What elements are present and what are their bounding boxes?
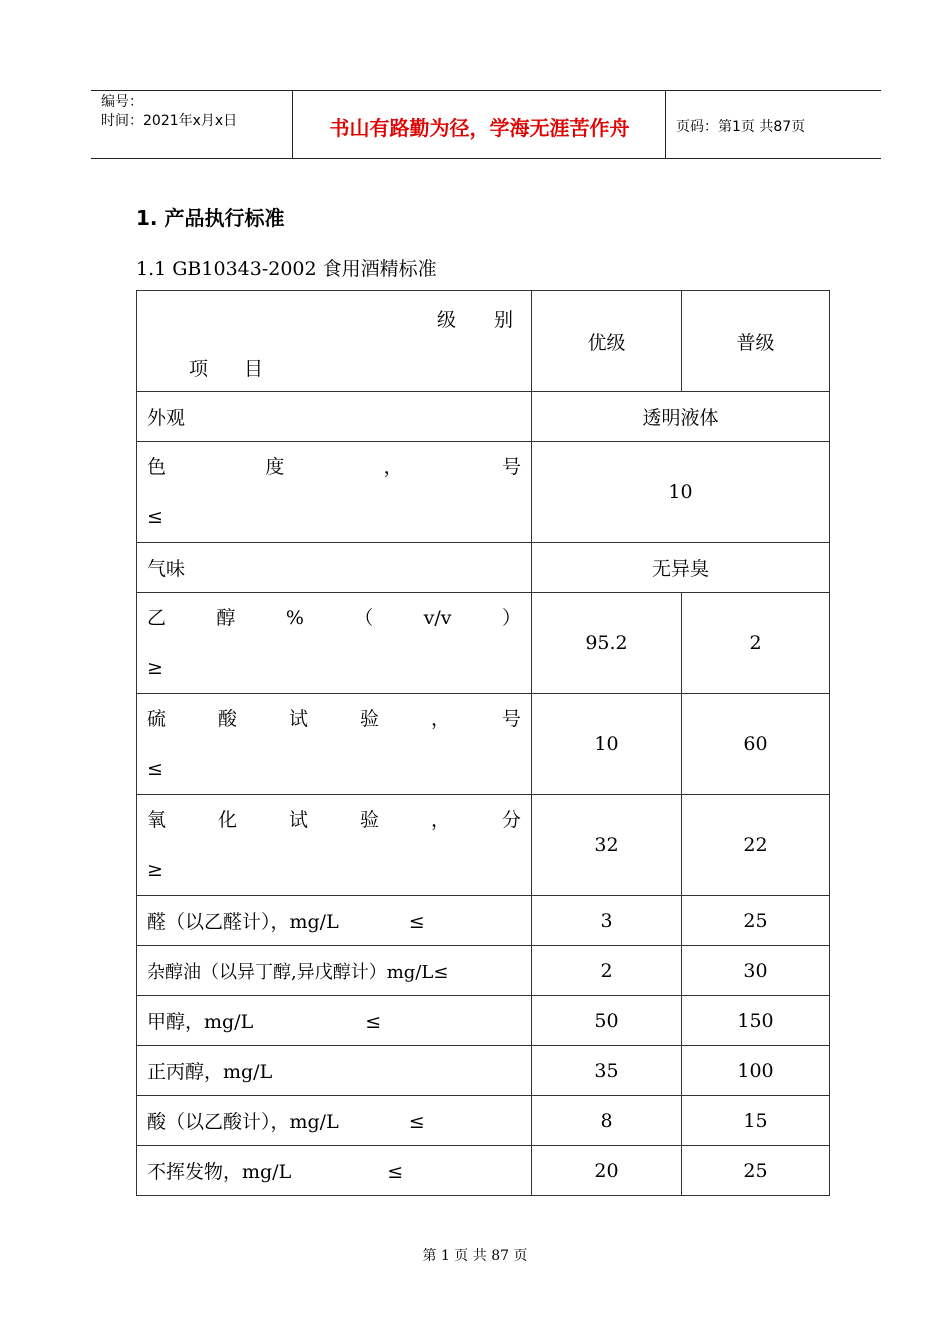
row-standard-value: 22 (682, 795, 830, 896)
row-premium-value: 2 (532, 946, 682, 996)
header-diagonal-cell (137, 291, 532, 392)
table-row (137, 795, 830, 896)
row-premium-value: 20 (532, 1146, 682, 1196)
row-merged-value: 无异臭 (532, 543, 830, 593)
header-motto: 书山有路勤为径，学海无涯苦作舟 (329, 116, 630, 140)
header-divider (292, 90, 293, 158)
row-standard-value: 60 (682, 694, 830, 795)
header-top-rule (91, 90, 881, 91)
row-item: 不挥发物，mg/L ≤ (137, 1146, 532, 1196)
header-page-info: 页码：第1页 共87页 (676, 119, 806, 135)
row-premium-value: 95.2 (532, 593, 682, 694)
item-label: 项 目 (189, 358, 264, 380)
table-row (137, 543, 830, 593)
doc-number-label: 编号： (101, 94, 143, 110)
row-standard-value: 25 (682, 1146, 830, 1196)
doc-time-label: 时间：2021年x月x日 (101, 113, 238, 129)
row-premium-value: 10 (532, 694, 682, 795)
spec-table (136, 290, 830, 1196)
table-row (137, 946, 830, 996)
column-header-premium: 优级 (532, 291, 682, 392)
row-premium-value: 3 (532, 896, 682, 946)
row-item: 硫 酸 试 验 ， 号 ≤ (137, 694, 532, 795)
table-row (137, 442, 830, 543)
row-standard-value: 15 (682, 1096, 830, 1146)
row-item: 酸（以乙酸计），mg/L ≤ (137, 1096, 532, 1146)
column-header-standard: 普级 (682, 291, 830, 392)
row-standard-value: 100 (682, 1046, 830, 1096)
row-item: 外观 (137, 392, 532, 442)
table-row (137, 694, 830, 795)
row-premium-value: 32 (532, 795, 682, 896)
row-standard-value: 150 (682, 996, 830, 1046)
table-header-row (137, 291, 830, 392)
row-premium-value: 35 (532, 1046, 682, 1096)
row-item: 杂醇油（以异丁醇,异戊醇计）mg/L≤ (137, 946, 532, 996)
level-label: 级 别 (436, 309, 513, 331)
header-bottom-rule (91, 158, 881, 159)
table-row (137, 896, 830, 946)
row-item: 乙 醇 % （ v/v ） ≥ (137, 593, 532, 694)
table-row (137, 593, 830, 694)
row-item: 甲醇，mg/L ≤ (137, 996, 532, 1046)
page-footer: 第 1 页 共 87 页 (422, 1248, 528, 1264)
table-row (137, 1046, 830, 1096)
table-row (137, 1096, 830, 1146)
header-meta (101, 93, 237, 131)
row-merged-value: 10 (532, 442, 830, 543)
table-row (137, 392, 830, 442)
row-premium-value: 50 (532, 996, 682, 1046)
row-item: 醛（以乙醛计），mg/L ≤ (137, 896, 532, 946)
row-premium-value: 8 (532, 1096, 682, 1146)
row-item: 气味 (137, 543, 532, 593)
row-standard-value: 25 (682, 896, 830, 946)
section-subtitle: 1.1 GB10343-2002 食用酒精标准 (136, 258, 437, 280)
section-title: 1. 产品执行标准 (136, 206, 285, 230)
header-divider (665, 90, 666, 158)
row-item: 氧 化 试 验 ， 分 ≥ (137, 795, 532, 896)
row-standard-value: 30 (682, 946, 830, 996)
row-standard-value: 2 (682, 593, 830, 694)
row-item: 色 度 ， 号 ≤ (137, 442, 532, 543)
table-row (137, 1146, 830, 1196)
row-merged-value: 透明液体 (532, 392, 830, 442)
table-row (137, 996, 830, 1046)
row-item: 正丙醇，mg/L (137, 1046, 532, 1096)
